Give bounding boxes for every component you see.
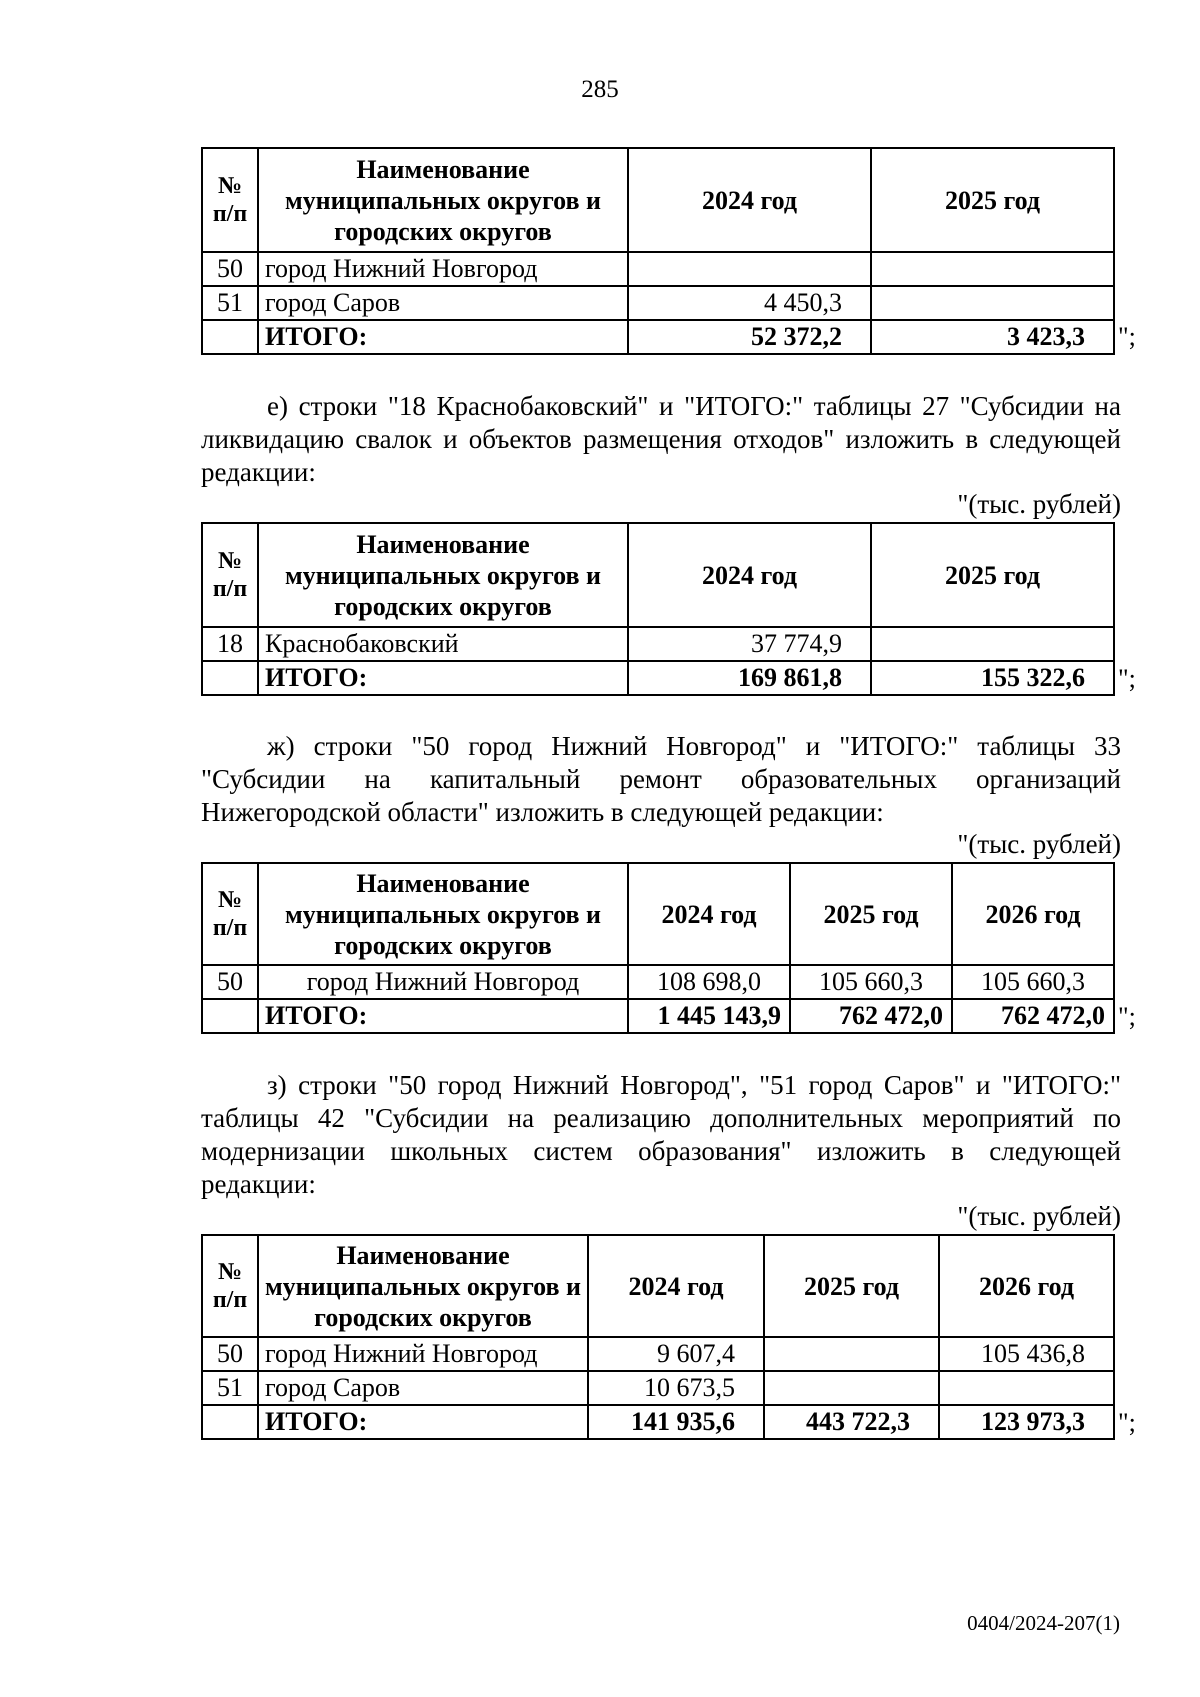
row-value-2024: 10 673,5: [588, 1371, 764, 1405]
table-1-closing-quote: ";: [1118, 322, 1136, 351]
table-1: [201, 147, 1115, 355]
footer-document-code: 0404/2024-207(1): [967, 1611, 1120, 1635]
table-2-closing-quote: ";: [1118, 664, 1136, 693]
paragraph-z-text: з) строки "50 город Нижний Новгород", "51 город Саров" и "ИТОГО:" таблицы 42 "Субсидии на реализацию дополнительных мероприятий по модернизации школьных систем образования" изложить в следующей редакции:: [201, 1070, 1121, 1199]
row-name: Краснобаковский: [258, 627, 628, 661]
total-label: ИТОГО:: [258, 320, 628, 354]
col-header-2024: 2024 год: [628, 523, 871, 627]
page-number: 285: [581, 76, 619, 103]
row-name: город Саров: [258, 1371, 588, 1405]
total-2026: 762 472,0: [952, 999, 1114, 1033]
total-2026: 123 973,3: [939, 1405, 1114, 1439]
table-header-row: [202, 863, 1114, 965]
total-num-cell: [202, 999, 258, 1033]
col-header-2025: 2025 год: [764, 1235, 939, 1337]
col-header-name: Наименование муниципальных округов и городских округов: [258, 863, 628, 965]
table-row: [202, 1337, 1114, 1371]
total-2024: 52 372,2: [628, 320, 871, 354]
row-value-2026: [939, 1371, 1114, 1405]
total-num-cell: [202, 1405, 258, 1439]
row-value-2024: 37 774,9: [628, 627, 871, 661]
total-2024: 1 445 143,9: [628, 999, 790, 1033]
row-num: 51: [202, 286, 258, 320]
row-num: 50: [202, 252, 258, 286]
row-value-2025: [871, 286, 1114, 320]
total-2024: 141 935,6: [588, 1405, 764, 1439]
row-value-2025: 105 660,3: [790, 965, 952, 999]
total-row: [202, 320, 1114, 354]
total-row: [202, 661, 1114, 695]
units-label: "(тыс. рублей): [957, 829, 1121, 859]
col-header-2025: 2025 год: [790, 863, 952, 965]
row-num: 50: [202, 965, 258, 999]
row-value-2024: 4 450,3: [628, 286, 871, 320]
row-name: город Нижний Новгород: [258, 252, 628, 286]
col-header-2026: 2026 год: [939, 1235, 1114, 1337]
units-label: "(тыс. рублей): [957, 489, 1121, 519]
col-header-name: Наименование муниципальных округов и городских округов: [258, 148, 628, 252]
row-num: 50: [202, 1337, 258, 1371]
row-value-2024: [628, 252, 871, 286]
col-header-2024: 2024 год: [628, 863, 790, 965]
paragraph-e: [201, 390, 1121, 489]
paragraph-e-text: е) строки "18 Краснобаковский" и "ИТОГО:" таблицы 27 "Субсидии на ликвидацию свалок и объектов размещения отходов" изложить в следующей редакции:: [201, 391, 1121, 487]
row-value-2025: [764, 1371, 939, 1405]
col-header-2025: 2025 год: [871, 523, 1114, 627]
table-row: [202, 252, 1114, 286]
col-header-name: Наименование муниципальных округов и городских округов: [258, 1235, 588, 1337]
table-header-row: [202, 148, 1114, 252]
row-value-2025: [871, 252, 1114, 286]
table-header-row: [202, 1235, 1114, 1337]
col-header-num: № п/п: [202, 148, 258, 252]
table-4: [201, 1234, 1115, 1440]
total-row: [202, 999, 1114, 1033]
total-2025: 3 423,3: [871, 320, 1114, 354]
total-num-cell: [202, 320, 258, 354]
row-value-2025: [764, 1337, 939, 1371]
row-num: 18: [202, 627, 258, 661]
table-row: [202, 627, 1114, 661]
total-label: ИТОГО:: [258, 661, 628, 695]
table-header-row: [202, 523, 1114, 627]
row-name: город Саров: [258, 286, 628, 320]
col-header-num: № п/п: [202, 1235, 258, 1337]
table-row: [202, 965, 1114, 999]
paragraph-z: [201, 1069, 1121, 1201]
table-3: [201, 862, 1115, 1034]
table-2: [201, 522, 1115, 696]
row-name: город Нижний Новгород: [258, 965, 628, 999]
total-2025: 762 472,0: [790, 999, 952, 1033]
row-value-2026: 105 436,8: [939, 1337, 1114, 1371]
row-value-2025: [871, 627, 1114, 661]
row-value-2026: 105 660,3: [952, 965, 1114, 999]
paragraph-zh-text: ж) строки "50 город Нижний Новгород" и "ИТОГО:" таблицы 33 "Субсидии на капитальный ремонт образовательных организаций Нижегородской области" изложить в следующей редакции:: [201, 731, 1121, 827]
col-header-2025: 2025 год: [871, 148, 1114, 252]
paragraph-zh: [201, 730, 1121, 829]
table-3-closing-quote: ";: [1118, 1002, 1136, 1031]
col-header-2024: 2024 год: [628, 148, 871, 252]
table-4-closing-quote: ";: [1118, 1408, 1136, 1437]
total-label: ИТОГО:: [258, 1405, 588, 1439]
total-2025: 443 722,3: [764, 1405, 939, 1439]
total-2025: 155 322,6: [871, 661, 1114, 695]
col-header-2024: 2024 год: [588, 1235, 764, 1337]
row-value-2024: 9 607,4: [588, 1337, 764, 1371]
row-name: город Нижний Новгород: [258, 1337, 588, 1371]
table-row: [202, 1371, 1114, 1405]
units-label: "(тыс. рублей): [957, 1201, 1121, 1231]
total-2024: 169 861,8: [628, 661, 871, 695]
col-header-num: № п/п: [202, 863, 258, 965]
row-num: 51: [202, 1371, 258, 1405]
col-header-2026: 2026 год: [952, 863, 1114, 965]
table-row: [202, 286, 1114, 320]
total-num-cell: [202, 661, 258, 695]
total-row: [202, 1405, 1114, 1439]
total-label: ИТОГО:: [258, 999, 628, 1033]
row-value-2024: 108 698,0: [628, 965, 790, 999]
col-header-name: Наименование муниципальных округов и городских округов: [258, 523, 628, 627]
col-header-num: № п/п: [202, 523, 258, 627]
